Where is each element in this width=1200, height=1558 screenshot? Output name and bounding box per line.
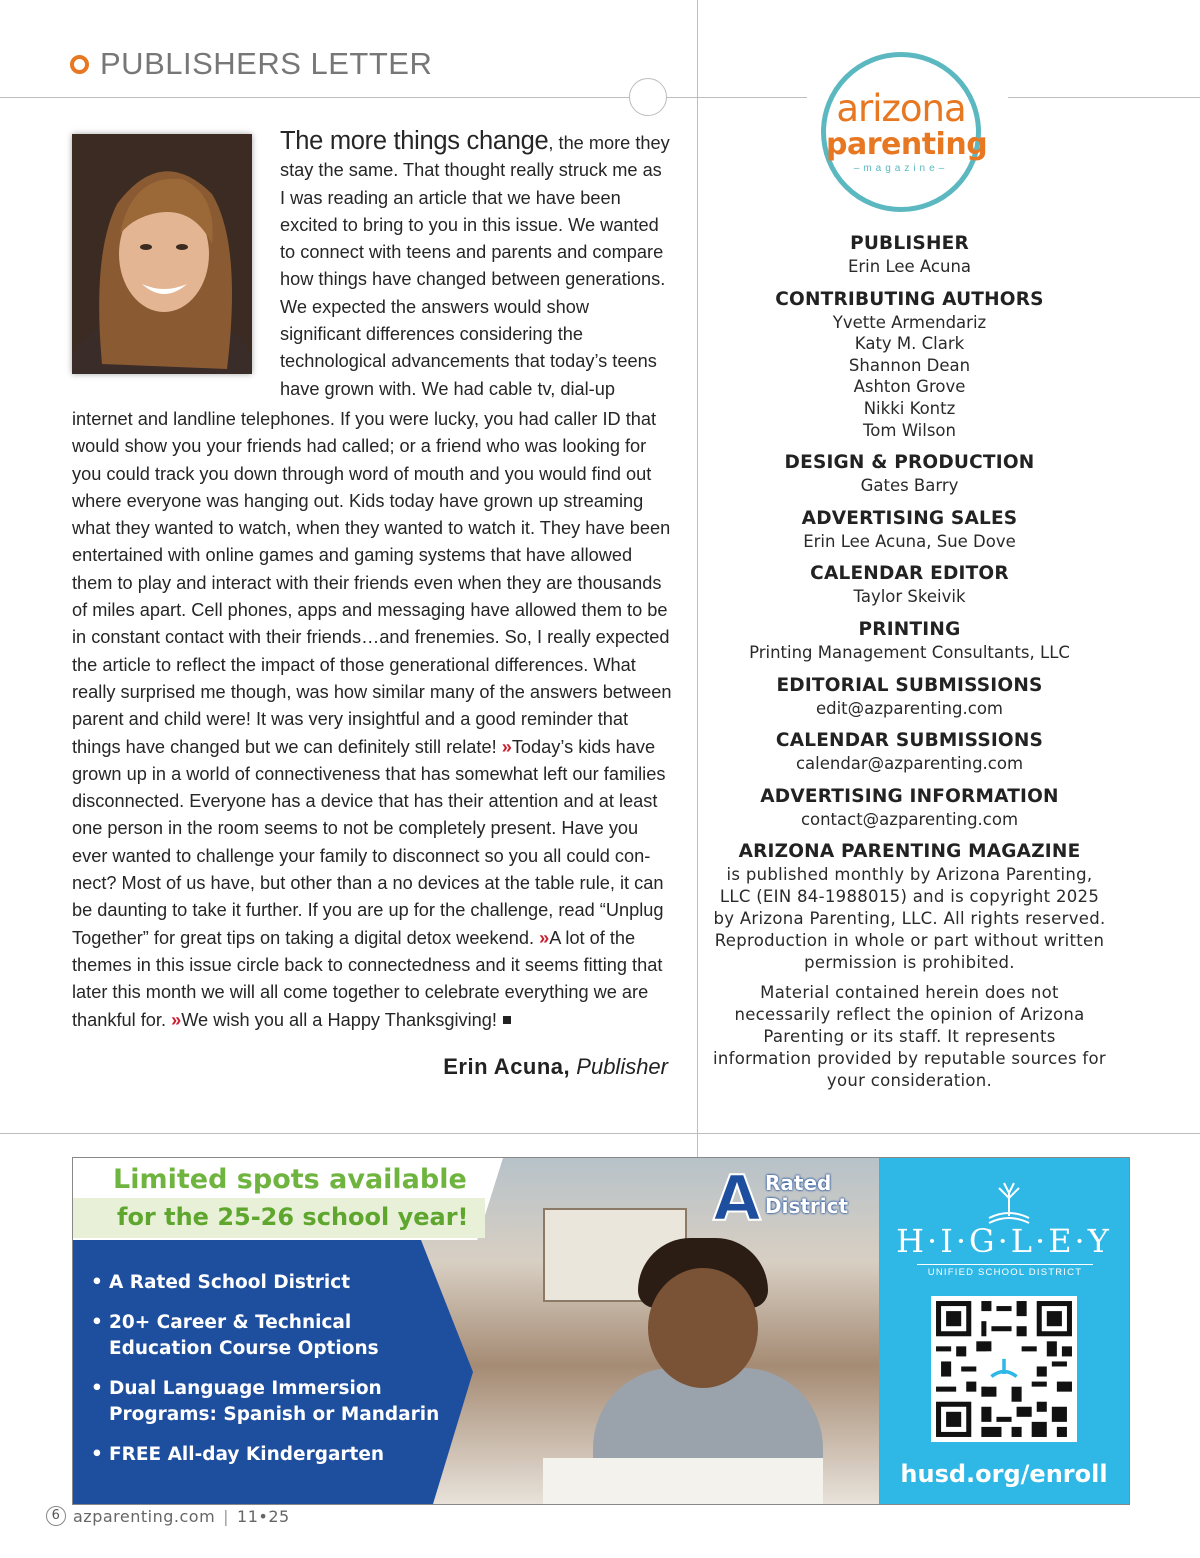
letter-paragraph: internet and landline telephones. If you were lucky, you had caller ID that would show you your friends had called; or a friend who was looking for you could track you down through word of mouth and you would find out where everyone was hanging out. Kids today have grown up streaming what they wanted to watch, when they wanted to watch it. They have been entertained with online games and gaming systems that have allowed them to play and interact with their friends even when they are thousands of miles apart. Cell phones, apps and messaging have allowed them to be in constant contact with their friends…and frenemies. So, I really expected the article to reflect the impact of those generational differences. What really surprised me though, was how similar many of the answers between parent and child were! It was very insightful and a good reminder that things have changed but we can definitely still relate! bbox=[72, 409, 672, 757]
masthead-name: Erin Lee Acuna bbox=[847, 257, 972, 276]
letter-paragraph: We wish you all a Happy Thanksgiving! bbox=[181, 1009, 497, 1030]
letter-paragraph: Today’s kids have grown up in a world of connectiveness that has somewhat left our families disconnected. Everyone has a device that has their attention and at least one person in the room seems to not be completely present. Have you ever wanted to challenge your family to disconnect so you all could con-nect? Most of us have, but other than a no devices at the table rule, it can be daunting to take it further. If you are up for the challenge, read “Unplug Together” for great tips on taking a digital detox weekend. bbox=[72, 736, 666, 948]
masthead-heading: PUBLISHER bbox=[850, 233, 969, 254]
header-circle-ornament bbox=[629, 78, 667, 116]
higley-wordmark: H·I·G·L·E·Y bbox=[896, 1222, 1112, 1260]
letter-intro bbox=[280, 128, 670, 403]
masthead-name: Katy M. Clark bbox=[854, 334, 965, 354]
header-rule bbox=[1008, 97, 1200, 98]
masthead-heading: CALENDAR SUBMISSIONS bbox=[775, 730, 1044, 752]
ad-subheadline-band bbox=[73, 1198, 485, 1238]
masthead-name: Taylor Skeivik bbox=[853, 587, 966, 607]
footer-separator: | bbox=[223, 1506, 230, 1526]
badge-text bbox=[765, 1172, 848, 1218]
higley-subtitle: UNIFIED SCHOOL DISTRICT bbox=[917, 1264, 1093, 1278]
masthead-name: Erin Lee Acuna, Sue Dove bbox=[803, 531, 1016, 551]
masthead-name: Printing Management Consultants, LLC bbox=[749, 642, 1070, 662]
letter-paragraph: A lot of the themes in this issue circle back to connectedness and it seems fitting that later this month we will all come together to celebrate everything we are thankful for. bbox=[72, 927, 663, 1030]
student-face bbox=[648, 1268, 758, 1388]
badge-line: District bbox=[764, 1194, 849, 1218]
masthead-heading: ADVERTISING INFORMATION bbox=[760, 785, 1059, 807]
signature-name: Erin Acuna, bbox=[443, 1054, 571, 1079]
ad-divider-rule bbox=[0, 1133, 1200, 1134]
chevron-icon: » bbox=[539, 927, 550, 948]
ad-brand-panel bbox=[879, 1158, 1129, 1504]
publisher-photo bbox=[72, 134, 252, 374]
header-rule bbox=[665, 97, 807, 98]
masthead-heading: DESIGN & PRODUCTION bbox=[784, 452, 1035, 474]
masthead bbox=[712, 232, 1107, 1092]
ad-feature-item: • Dual Language Immersion Programs: Spanish or Mandarin bbox=[91, 1376, 451, 1428]
letter-body bbox=[72, 406, 672, 1034]
signature bbox=[380, 1054, 668, 1080]
chevron-icon: » bbox=[501, 736, 512, 757]
letter-intro-text: , the more they stay the same. That thought really struck me as I was reading an article that we have been excited to bring to you in this issue. We wanted to connect with teens and parents and compare how things have changed between generations. We expected the answers would show significant differences considering the technological advancements that today’s teens have grown with. We had cable tv, dial-up bbox=[280, 133, 670, 399]
badge-letter: A bbox=[713, 1162, 761, 1235]
footer-issue: 11•25 bbox=[237, 1506, 290, 1526]
masthead-heading: ARIZONA PARENTING MAGAZINE bbox=[738, 841, 1081, 863]
masthead-heading: ADVERTISING SALES bbox=[801, 507, 1018, 529]
masthead-name: Ashton Grove bbox=[853, 377, 966, 397]
copyright-notice: is published monthly by Arizona Parenting, LLC (EIN 84-1988015) and is copyright 2025 by Arizona Parenting, LLC. All rights reserved. Reproduction in whole or part without written permission is prohibited. bbox=[713, 865, 1106, 973]
masthead-heading: CONTRIBUTING AUTHORS bbox=[775, 288, 1044, 310]
ad-feature-item: • A Rated School District bbox=[91, 1270, 451, 1296]
header-rule bbox=[0, 97, 632, 98]
section-header bbox=[70, 46, 432, 82]
ad-feature-item: • 20+ Career & Technical Education Course Options bbox=[91, 1310, 451, 1362]
logo-arizona: arizona bbox=[836, 87, 966, 130]
masthead-name: Nikki Kontz bbox=[863, 398, 956, 418]
student-paper bbox=[543, 1458, 823, 1504]
masthead-heading: EDITORIAL SUBMISSIONS bbox=[776, 674, 1043, 696]
column-divider bbox=[697, 0, 698, 1160]
end-mark-icon bbox=[503, 1016, 511, 1024]
book-tree-icon bbox=[984, 1178, 1034, 1228]
higley-advertisement[interactable] bbox=[72, 1157, 1130, 1505]
section-title: PUBLISHERS LETTER bbox=[100, 46, 433, 81]
contact-email[interactable]: contact@azparenting.com bbox=[800, 809, 1019, 829]
qr-code[interactable] bbox=[931, 1296, 1077, 1442]
footer-site[interactable]: azparenting.com bbox=[73, 1506, 216, 1526]
page-number: 6 bbox=[46, 1506, 66, 1526]
calendar-email[interactable]: calendar@azparenting.com bbox=[795, 754, 1024, 774]
ad-feature-item: • FREE All-day Kindergarten bbox=[91, 1442, 451, 1468]
ad-subheadline: for the 25-26 school year! bbox=[117, 1203, 469, 1231]
masthead-heading: CALENDAR EDITOR bbox=[810, 563, 1009, 585]
enroll-link[interactable]: husd.org/enroll bbox=[900, 1460, 1108, 1488]
badge-line: Rated bbox=[764, 1171, 832, 1195]
letter-lead: The more things change bbox=[280, 127, 549, 155]
disclaimer: Material contained herein does not necessarily reflect the opinion of Arizona Parenting or its staff. It represents information provided by reputable sources for your consideration. bbox=[713, 983, 1106, 1091]
editorial-email[interactable]: edit@azparenting.com bbox=[815, 698, 1004, 718]
masthead-name: Gates Barry bbox=[860, 476, 959, 496]
arizona-parenting-logo bbox=[821, 52, 988, 212]
ad-headline: Limited spots available bbox=[113, 1164, 467, 1195]
masthead-name: Yvette Armendariz bbox=[832, 312, 987, 332]
masthead-name: Shannon Dean bbox=[848, 355, 971, 375]
ad-feature-list bbox=[91, 1270, 451, 1482]
bullet-circle-icon bbox=[70, 55, 89, 74]
a-rated-badge bbox=[713, 1162, 849, 1235]
logo-parenting: parenting bbox=[826, 127, 988, 162]
signature-role: Publisher bbox=[576, 1054, 668, 1079]
chevron-icon: » bbox=[171, 1009, 182, 1030]
masthead-heading: PRINTING bbox=[858, 618, 961, 640]
masthead-name: Tom Wilson bbox=[863, 420, 956, 440]
page-footer bbox=[46, 1506, 290, 1526]
logo-magazine: –magazine– bbox=[853, 163, 949, 174]
